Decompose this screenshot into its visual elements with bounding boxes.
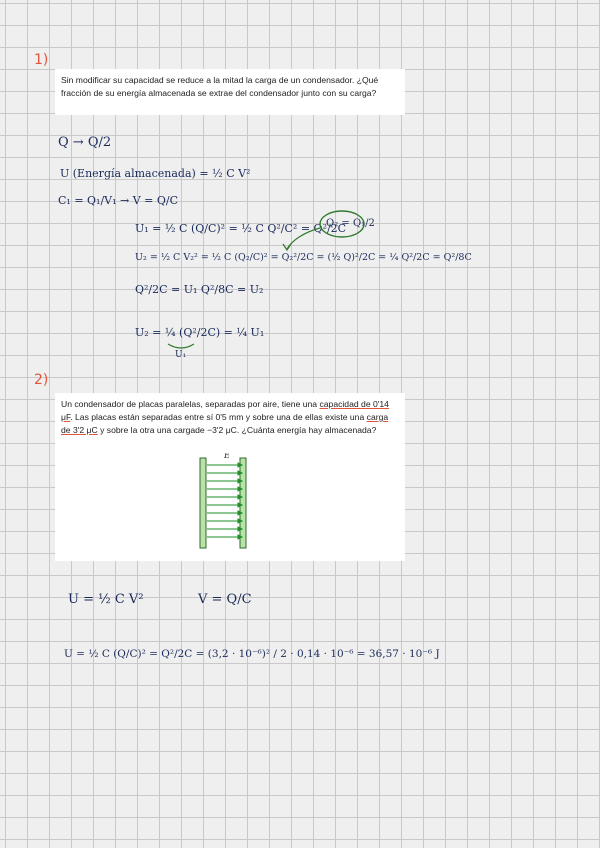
problem-2-number: 2) xyxy=(34,372,49,388)
note-final-result: U = ½ C (Q/C)² = Q²/2C = (3,2 · 10⁻⁶)² / 2 · 0,14 · 10⁻⁶ = 36,57 · 10⁻⁶ J xyxy=(64,648,440,660)
note-voltage-2: V = Q/C xyxy=(198,592,252,607)
problem-1-number: 1) xyxy=(34,52,49,68)
green-arrow xyxy=(287,228,320,249)
green-underbrace xyxy=(168,344,194,348)
note-u1: U₁ = ½ C (Q/C)² = ½ C Q²/C² = Q²/2C xyxy=(135,222,347,235)
note-energy-formula-2: U = ½ C V² xyxy=(68,592,144,607)
field-label: E xyxy=(224,453,230,460)
note-u1-u2-identify: Q²/2C = U₁ Q²/8C = U₂ xyxy=(135,283,264,296)
problem-2-text: Un condensador de placas paralelas, separadas por aire, tiene una capacidad de 0'14 μF. Las placas están separadas entre sí 0'5 mm y sobre una de ellas existe una carga de 3'2 μC y sobre la otra una cargade −3'2 μC. ¿Cuánta energía hay almacenada? xyxy=(61,399,389,435)
note-u2: U₂ = ½ C V₂² = ½ C (Q₂/C)² = Q₂²/2C = (½ Q)²/2C = ¼ Q²/2C = Q²/8C xyxy=(135,252,472,263)
note-underbrace-label: U₁ xyxy=(175,350,187,360)
note-q-halved: Q → Q/2 xyxy=(58,135,112,150)
capacity-highlight: capacidad de 0'14 μF xyxy=(61,399,389,422)
arrow-head xyxy=(283,244,291,250)
charge-highlight: carga de 3'2 μC xyxy=(61,412,389,435)
note-energy-formula: U (Energía almacenada) = ½ C V² xyxy=(60,167,251,180)
note-q2-circled: Q₂ = Q₁/2 xyxy=(326,218,375,229)
green-circle xyxy=(320,211,364,237)
note-capacitance: C₁ = Q₁/V₁ → V = Q/C xyxy=(58,194,179,207)
note-result: U₂ = ¼ (Q²/2C) = ¼ U₁ xyxy=(135,326,265,339)
problem-1-text: Sin modificar su capacidad se reduce a la mitad la carga de un condensador. ¿Qué fracción de su energía almacenada se extrae del condensador junto con su carga? xyxy=(61,75,379,98)
